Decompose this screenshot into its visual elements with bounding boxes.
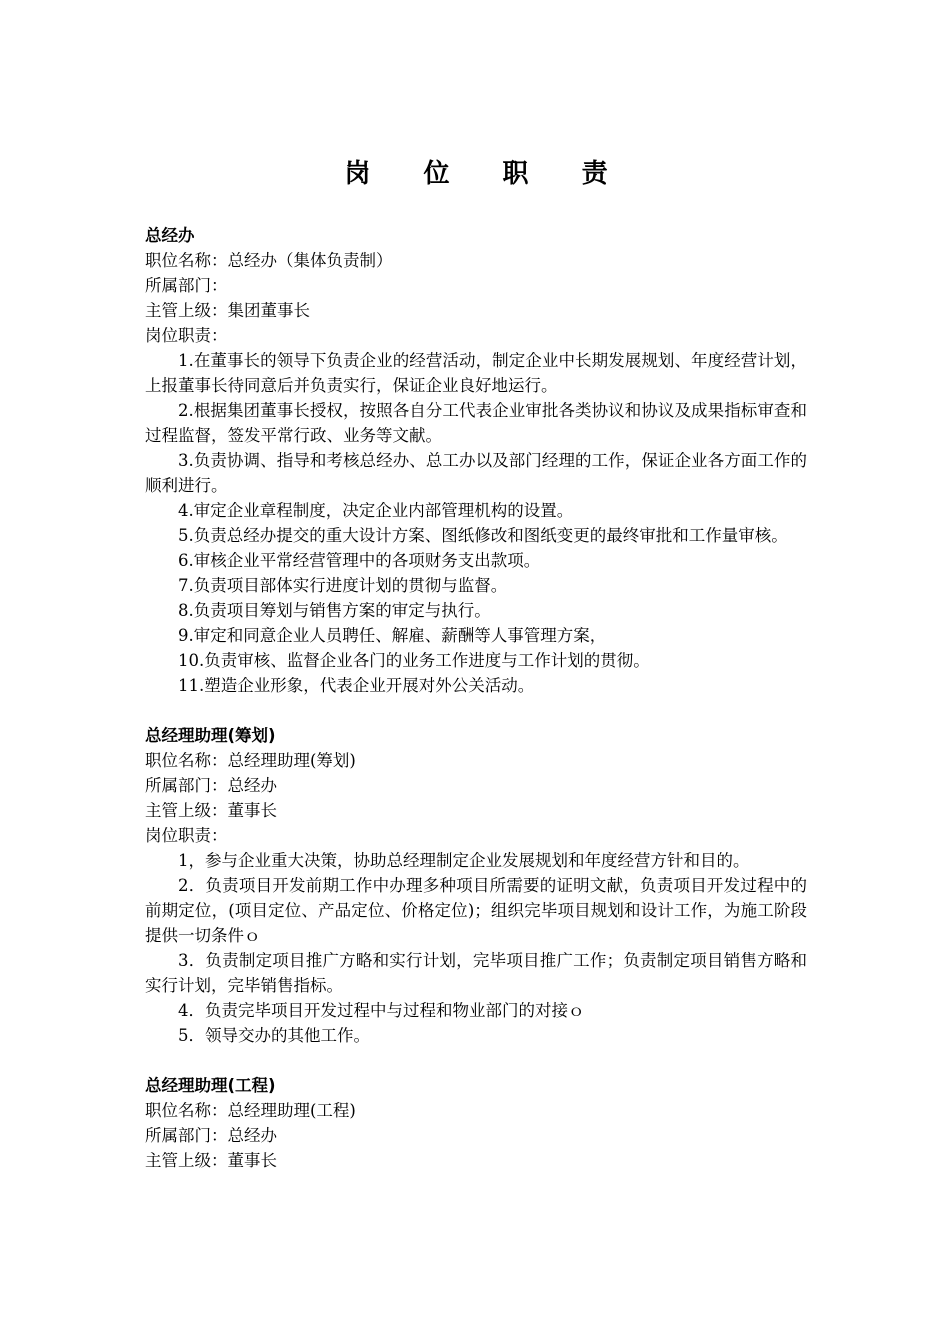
position-name: 职位名称：总经理助理(工程) (145, 1101, 356, 1120)
document-content (145, 223, 807, 1198)
duty-item: 2．负责项目开发前期工作中办理多种项目所需要的证明文献，负责项目开发过程中的前期定位，(项目定位、产品定位、价格定位)；组织完毕项目规划和设计工作，为施工阶段提供一切条件ｏ (145, 876, 807, 945)
department: 所属部门： (145, 276, 228, 295)
supervisor: 主管上级：集团董事长 (145, 301, 310, 320)
section-heading: 总经办 (145, 226, 195, 245)
section-heading: 总经理助理(工程) (145, 1076, 276, 1095)
supervisor: 主管上级：董事长 (145, 1151, 277, 1170)
duty-item: 2.根据集团董事长授权，按照各自分工代表企业审批各类协议和协议及成果指标审查和过程监督，签发平常行政、业务等文献。 (145, 401, 807, 445)
duties-label: 岗位职责： (145, 826, 228, 845)
duty-item: 4．负责完毕项目开发过程中与过程和物业部门的对接ｏ (178, 1001, 585, 1020)
duty-item: 1，参与企业重大决策，协助总经理制定企业发展规划和年度经营方针和目的。 (178, 851, 750, 870)
section-heading: 总经理助理(筹划) (145, 726, 276, 745)
document-title: 岗 位 职 责 (344, 159, 630, 189)
duty-item: 3．负责制定项目推广方略和实行计划，完毕项目推广工作；负责制定项目销售方略和实行计划，完毕销售指标。 (145, 951, 807, 995)
duty-item: 9.审定和同意企业人员聘任、解雇、薪酬等人事管理方案， (178, 626, 607, 645)
duty-item: 6.审核企业平常经营管理中的各项财务支出款项。 (178, 551, 541, 570)
duty-item: 5.负责总经办提交的重大设计方案、图纸修改和图纸变更的最终审批和工作量审核。 (178, 526, 788, 545)
section-general-office (145, 223, 807, 698)
duty-item: 5．领导交办的其他工作。 (178, 1026, 370, 1045)
section-gm-assistant-engineering (145, 1073, 807, 1173)
department: 所属部门：总经办 (145, 776, 277, 795)
duty-item: 11.塑造企业形象，代表企业开展对外公关活动。 (178, 676, 535, 695)
section-gm-assistant-planning (145, 723, 807, 1048)
duties-label: 岗位职责： (145, 326, 228, 345)
duty-item: 1.在董事长的领导下负责企业的经营活动，制定企业中长期发展规划、年度经营计划，上报董事长待同意后并负责实行，保证企业良好地运行。 (145, 351, 807, 395)
duty-item: 8.负责项目筹划与销售方案的审定与执行。 (178, 601, 491, 620)
duty-item: 3.负责协调、指导和考核总经办、总工办以及部门经理的工作，保证企业各方面工作的顺利进行。 (145, 451, 807, 495)
position-name: 职位名称：总经理助理(筹划) (145, 751, 356, 770)
supervisor: 主管上级：董事长 (145, 801, 277, 820)
duty-item: 7.负责项目部体实行进度计划的贯彻与监督。 (178, 576, 508, 595)
department: 所属部门：总经办 (145, 1126, 277, 1145)
position-name: 职位名称：总经办（集体负责制） (145, 251, 393, 270)
duty-item: 10.负责审核、监督企业各门的业务工作进度与工作计划的贯彻。 (178, 651, 650, 670)
duty-item: 4.审定企业章程制度，决定企业内部管理机构的设置。 (178, 501, 574, 520)
